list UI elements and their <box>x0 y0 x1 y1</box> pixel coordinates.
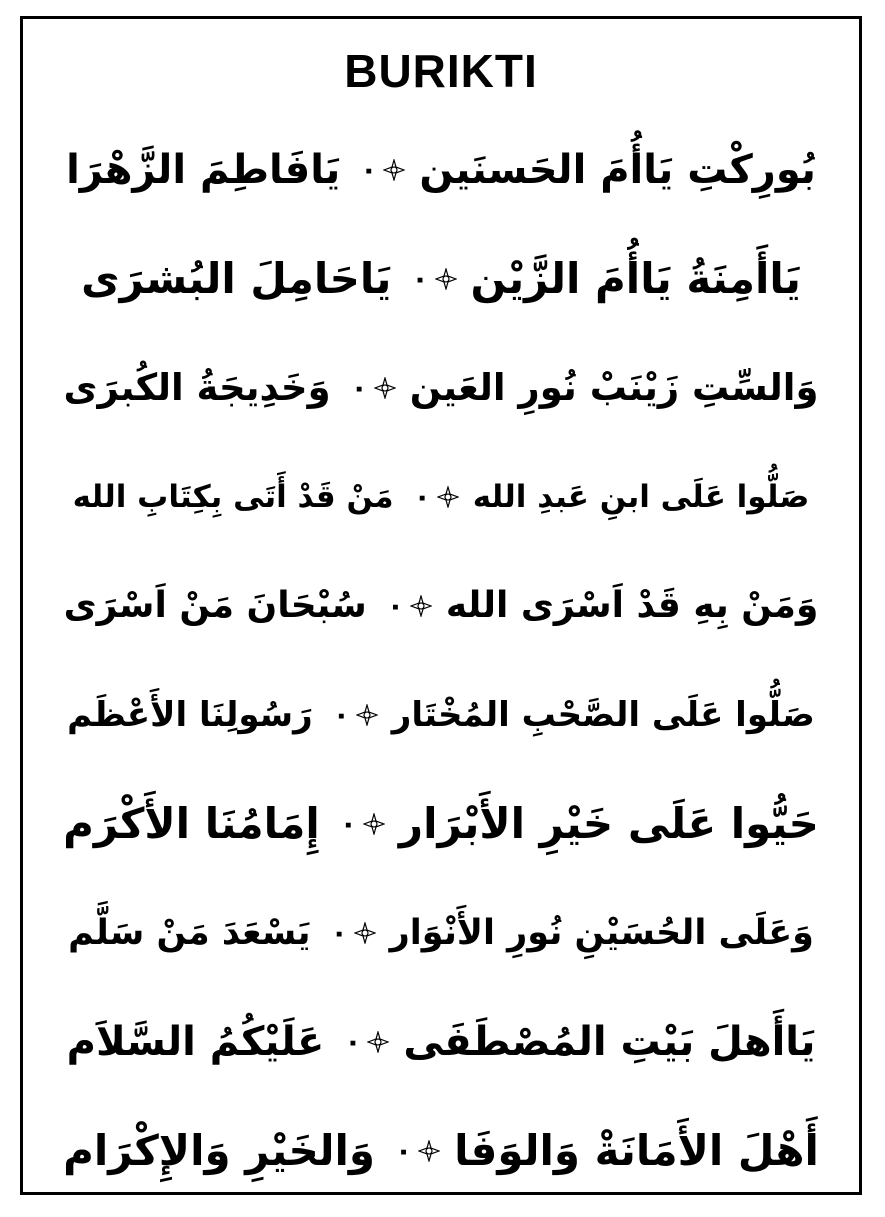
verse-separator <box>325 915 376 949</box>
flower-ornament-icon <box>435 268 457 290</box>
flower-ornament-icon <box>356 704 378 726</box>
verse-separator <box>345 370 396 404</box>
verse-second-half: سُبْحَانَ مَنْ اَسْرَى <box>63 585 367 626</box>
verse-line <box>63 224 819 333</box>
verse-line <box>63 660 819 769</box>
verse-second-half: إِمَامُنَا الأَكْرَم <box>63 799 320 848</box>
separator-dot: ٠ <box>360 152 378 186</box>
verse-list <box>63 115 819 1205</box>
flower-ornament-icon <box>354 922 376 944</box>
verse-separator <box>389 1133 440 1167</box>
flower-ornament-icon <box>367 1031 389 1053</box>
flower-ornament-icon <box>383 159 405 181</box>
separator-dot: ٠ <box>332 697 350 731</box>
verse-first-half: حَيُّوا عَلَى خَيْرِ الأَبْرَار <box>398 799 819 848</box>
separator-dot: ٠ <box>339 806 357 840</box>
verse-first-half: بُورِكْتِ يَاأُمَ الحَسنَين <box>419 146 816 193</box>
verse-separator <box>354 152 405 186</box>
separator-dot: ٠ <box>344 1024 362 1058</box>
verse-second-half: يَسْعَدَ مَنْ سَلَّم <box>68 912 311 953</box>
verse-separator <box>334 806 385 840</box>
verse-second-half: يَافَاطِمَ الزَّهْرَا <box>66 146 341 193</box>
verse-second-half: عَلَيْكُمُ السَّلاَم <box>66 1018 325 1065</box>
verse-line <box>63 551 819 660</box>
verse-second-half: يَاحَامِلَ البُشرَى <box>81 254 392 303</box>
separator-dot: ٠ <box>330 915 348 949</box>
separator-dot: ٠ <box>350 370 368 404</box>
verse-first-half: وَمَنْ بِهِ قَدْ اَسْرَى الله <box>445 585 819 626</box>
separator-dot: ٠ <box>395 1133 413 1167</box>
flower-ornament-icon <box>418 1140 440 1162</box>
verse-first-half: صَلُّوا عَلَى ابنِ عَبدِ الله <box>472 478 810 515</box>
flower-ornament-icon <box>410 595 432 617</box>
verse-separator <box>408 479 459 513</box>
flower-ornament-icon <box>363 813 385 835</box>
verse-line <box>63 115 819 224</box>
page-frame <box>20 16 862 1195</box>
flower-ornament-icon <box>437 486 459 508</box>
flower-ornament-icon <box>374 377 396 399</box>
verse-first-half: صَلُّوا عَلَى الصَّحْبِ المُخْتَار <box>391 694 815 735</box>
verse-line <box>63 442 819 551</box>
separator-dot: ٠ <box>411 261 429 295</box>
verse-separator <box>405 261 456 295</box>
verse-second-half: وَالخَيْرِ وَالإِكْرَام <box>63 1126 376 1175</box>
verse-line <box>63 878 819 987</box>
verse-first-half: وَالسِّتِ زَيْنَبْ نُورِ العَين <box>409 366 819 409</box>
verse-second-half: مَنْ قَدْ أَتَى بِكِتَابِ الله <box>72 478 394 515</box>
page-title: BURIKTI <box>344 45 538 97</box>
verse-line <box>63 987 819 1096</box>
verse-first-half: وَعَلَى الحُسَيْنِ نُورِ الأَنْوَار <box>389 912 814 953</box>
verse-first-half: أَهْلَ الأَمَانَةْ وَالوَفَا <box>454 1126 819 1175</box>
verse-second-half: وَخَدِيجَةُ الكُبرَى <box>63 366 331 409</box>
verse-second-half: رَسُولِنَا الأَعْظَم <box>67 694 313 735</box>
separator-dot: ٠ <box>413 479 431 513</box>
verse-first-half: يَاأَمِنَةُ يَاأُمَ الزَّيْن <box>470 254 801 303</box>
separator-dot: ٠ <box>386 588 404 622</box>
verse-separator <box>327 697 378 731</box>
verse-separator <box>338 1024 389 1058</box>
verse-line <box>63 333 819 442</box>
verse-separator <box>381 588 432 622</box>
verse-first-half: يَاأَهلَ بَيْتِ المُصْطَفَى <box>403 1018 816 1065</box>
verse-line <box>63 769 819 878</box>
verse-line <box>63 1096 819 1205</box>
